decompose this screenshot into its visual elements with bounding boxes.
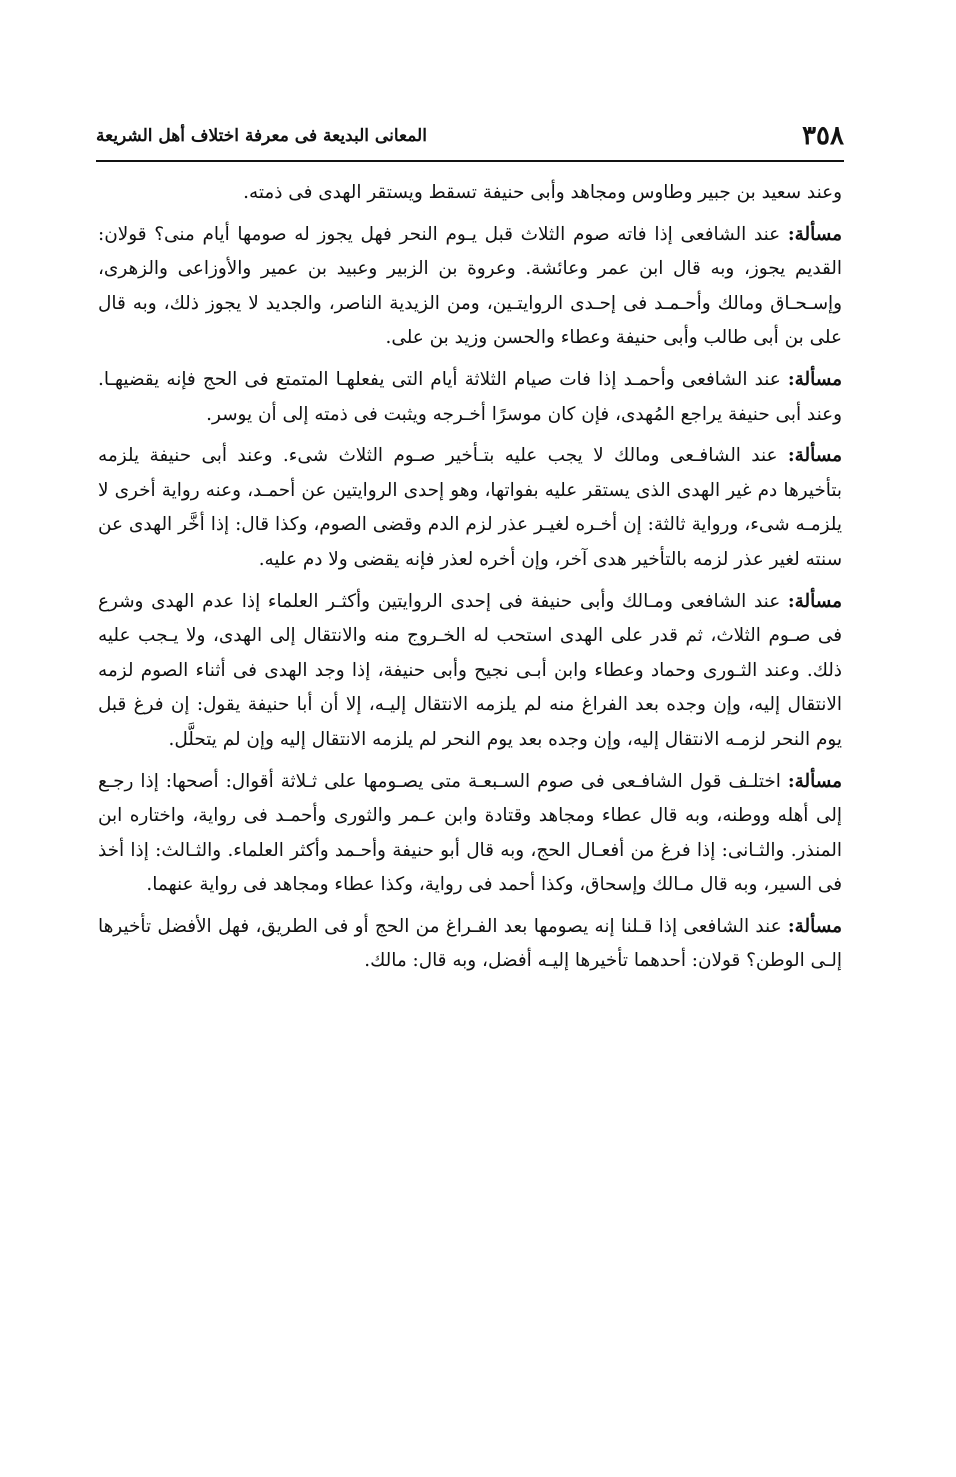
masala-paragraph-6	[98, 910, 842, 979]
masala-text: عند الشافعى إذا فاته صوم الثلاث قبل يـوم النحر فهل يجوز له صومها أيام منى؟ قولان: القديم يجوز، وبه قال ابن عمر وعائشة. وعروة بن الزبير وعبيد بن عمير والأوزاعى والزهرى، وإسـحـاق ومالك وأحـمـد فى إحـدى الروايتـين، ومن الزيدية الناصر، والجديد لا يجوز ذلك، وبه قال على بن أبى طالب وأبى حنيفة وعطاء والحسن وزيد بن على.	[98, 223, 842, 349]
masala-paragraph-3	[98, 439, 842, 577]
masala-text: عند الشافـعى ومالك لا يجب عليه بتـأخير صـوم الثلاث شىء. وعند أبى حنيفة يلزمه بتأخيرها دم غير الهدى الذى يستقر عليه بفواتها، وهو إحدى الروايتين عن أحمـد، وعنه رواية أخرى لا يلزمـه شىء، ورواية ثالثة: إن أخـره لغيـر عذر لزم الدم وقضى الصوم، وكذا قال: إذا أخَّر الهدى عن سنته لغير عذر لزمه بالتأخير هدى آخر، وإن أخره لعذر فإنه يقضى ولا دم عليه.	[98, 445, 842, 570]
masala-text: اختلـف قول الشافـعى فى صوم السـبعـة متى يصـومها على ثـلاثة أقوال: أصحها: إذا رجـع إلى أهله ووطنه، وبه قال عطاء ومجاهد وقتادة وابن عـمر والثورى وأحمـد فى رواية، واختاره ابن المنذر. والثـانى: إذا فرغ من أفعـال الحج، وبه قال أبو حنيفة وأحـمد وأكثر العلماء. والثـالث: إذا أخذ فى السير، وبه قال مـالك وإسحاق، وكذا أحمد فى رواية، وكذا عطاء ومجاهد فى رواية عنهما.	[98, 770, 842, 896]
masala-paragraph-4	[98, 585, 842, 758]
running-title: المعانى البديعة فى معرفة اختلاف أهل الشريعة	[96, 126, 427, 146]
masala-text: عند الشافعى وأحمـد إذا فات صيام الثلاثة أيام التى يفعلهـا المتمتع فى الحج فإنه يقضيهـا. وعند أبى حنيفة يراجع المُهدى، فإن كان موسرًا أخـرجه ويثبت فى ذمته إلى أن يوسر.	[98, 368, 842, 425]
masala-paragraph-2	[98, 363, 842, 432]
masala-label: مسألة:	[787, 368, 842, 390]
page-body	[98, 176, 842, 986]
lead-paragraph: وعند سعيد بن جبير وطاوس ومجاهد وأبى حنيفة تسقط ويستقر الهدى فى ذمته.	[243, 182, 842, 203]
masala-label: مسألة:	[787, 445, 842, 467]
header-divider	[96, 160, 844, 162]
masala-text: عند الشافعى إذا قـلنا إنه يصومها بعد الفـراغ من الحج أو فى الطريق، فهل الأفضل تأخيرها إلـى الوطن؟ قولان: أحدهما تأخيرها إليـه أفضل، وبه قال: مالك.	[98, 915, 842, 972]
masala-label: مسألة:	[787, 770, 842, 792]
page-header	[96, 116, 844, 156]
masala-text: عند الشافعى ومـالك وأبى حنيفة فى إحدى الروايتين وأكثـر العلماء إذا عدم الهدى وشرع فى صـوم الثلاث، ثم قدر على الهدى استحب له الخـروج منه والانتقال إلى الهدى، ولا يـجب عليه ذلك. وعند الثـورى وحماد وعطاء وابن أبـى نجيح وأبى حنيفة، إذا وجد الهدى فى أثناء الصوم لزمه الانتقال إليه، وإن وجده بعد الفراغ منه لم يلزمه الانتقال إليـه، إلا أن أبا حنيفة يقول: إن فرغ قبل يوم النحر لزمـه الانتقال إليه، وإن وجده بعد يوم النحر لم يلزمه الانتقال إليه وإن لم يتحلَّل.	[98, 590, 842, 750]
masala-paragraph-1	[98, 218, 842, 356]
masala-label: مسألة:	[787, 915, 842, 937]
masala-label: مسألة:	[787, 590, 842, 612]
masala-label: مسألة:	[787, 223, 842, 245]
masala-paragraph-5	[98, 765, 842, 903]
page-number: ٣٥٨	[802, 121, 844, 151]
